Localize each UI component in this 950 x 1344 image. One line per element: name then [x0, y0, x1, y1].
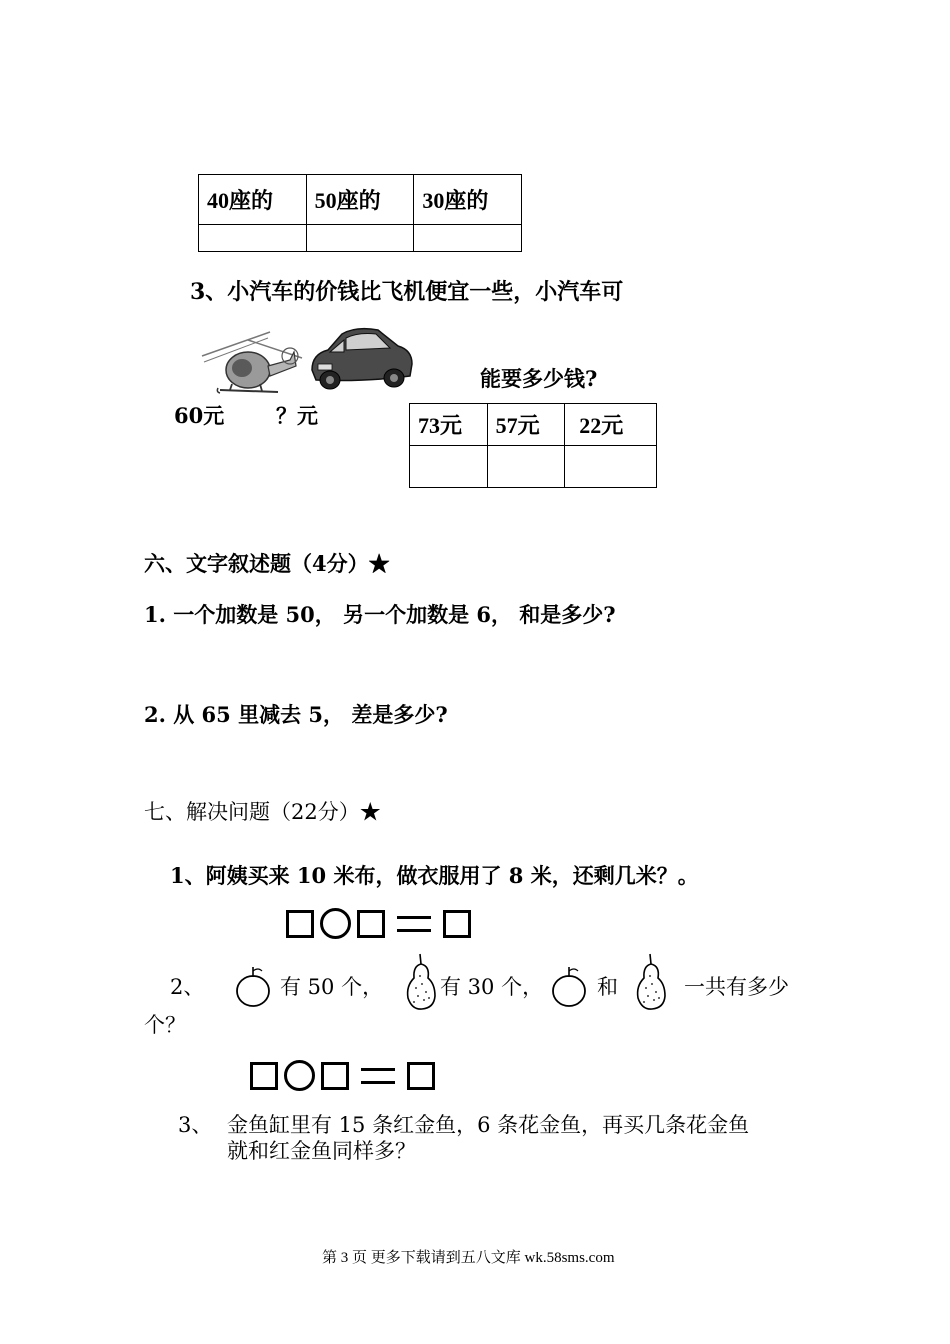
pear-icon	[404, 952, 438, 1012]
answer-box[interactable]	[321, 1062, 349, 1090]
price-option-73: 73元	[410, 404, 488, 446]
seat-table	[198, 174, 522, 252]
pear-icon	[634, 952, 668, 1012]
section7-q2-number: 2、	[170, 975, 205, 999]
operator-circle[interactable]	[320, 908, 351, 939]
section7-q3-line1: 金鱼缸里有 15 条红金鱼，6 条花金鱼，再买几条花金鱼	[227, 1113, 750, 1137]
answer-box[interactable]	[286, 910, 314, 938]
formula-q2	[250, 1060, 435, 1091]
section7-q2-text4: 一共有多少	[684, 975, 789, 999]
apple-icon	[550, 963, 588, 1009]
section6-q1: 1. 一个加数是 50， 另一个加数是 6， 和是多少?	[144, 602, 616, 627]
section7-q3-line2: 就和红金鱼同样多？	[227, 1139, 416, 1163]
seat-header-30: 30座的	[414, 175, 522, 225]
seat-header-40: 40座的	[199, 175, 307, 225]
seat-answer-cell[interactable]	[199, 225, 307, 252]
answer-box[interactable]	[443, 910, 471, 938]
section7-q2-text3: 和	[597, 975, 618, 999]
price-option-57: 57元	[487, 404, 565, 446]
seat-header-50: 50座的	[306, 175, 414, 225]
section7-heading: 七、解决问题（22分）★	[144, 800, 381, 824]
q3-title: 3、小汽车的价钱比飞机便宜一些，小汽车可	[190, 279, 624, 305]
operator-circle[interactable]	[284, 1060, 315, 1091]
equals-sign	[361, 1068, 395, 1084]
helicopter-icon	[198, 318, 308, 400]
seat-answer-cell[interactable]	[306, 225, 414, 252]
price-answer-cell[interactable]	[565, 446, 657, 488]
formula-q1	[286, 908, 471, 939]
price-answer-cell[interactable]	[487, 446, 565, 488]
car-icon	[306, 320, 416, 392]
section7-q2-text1: 有 50 个，	[280, 975, 384, 999]
price-answer-cell[interactable]	[410, 446, 488, 488]
apple-icon	[234, 963, 272, 1009]
seat-answer-cell[interactable]	[414, 225, 522, 252]
car-price: ？元	[276, 403, 318, 428]
section7-q2-text5: 个？	[144, 1013, 186, 1037]
page-footer: 第 3 页 更多下载请到五八文库 wk.58sms.com	[322, 1250, 615, 1266]
answer-box[interactable]	[357, 910, 385, 938]
section7-q1: 1、阿姨买来 10 米布，做衣服用了 8 米，还剩几米？。	[170, 863, 699, 888]
answer-box[interactable]	[250, 1062, 278, 1090]
plane-price: 60元	[174, 403, 225, 428]
q3-title-continued: 能要多少钱?	[480, 366, 598, 391]
answer-box[interactable]	[407, 1062, 435, 1090]
price-option-22: 22元	[565, 404, 657, 446]
section6-heading: 六、文字叙述题（4分）★	[144, 551, 390, 576]
section7-q3-number: 3、	[178, 1113, 213, 1137]
price-table	[409, 403, 657, 488]
section7-q2-text2: 有 30 个，	[440, 975, 544, 999]
section6-q2: 2. 从 65 里减去 5， 差是多少?	[144, 702, 448, 727]
equals-sign	[397, 916, 431, 932]
